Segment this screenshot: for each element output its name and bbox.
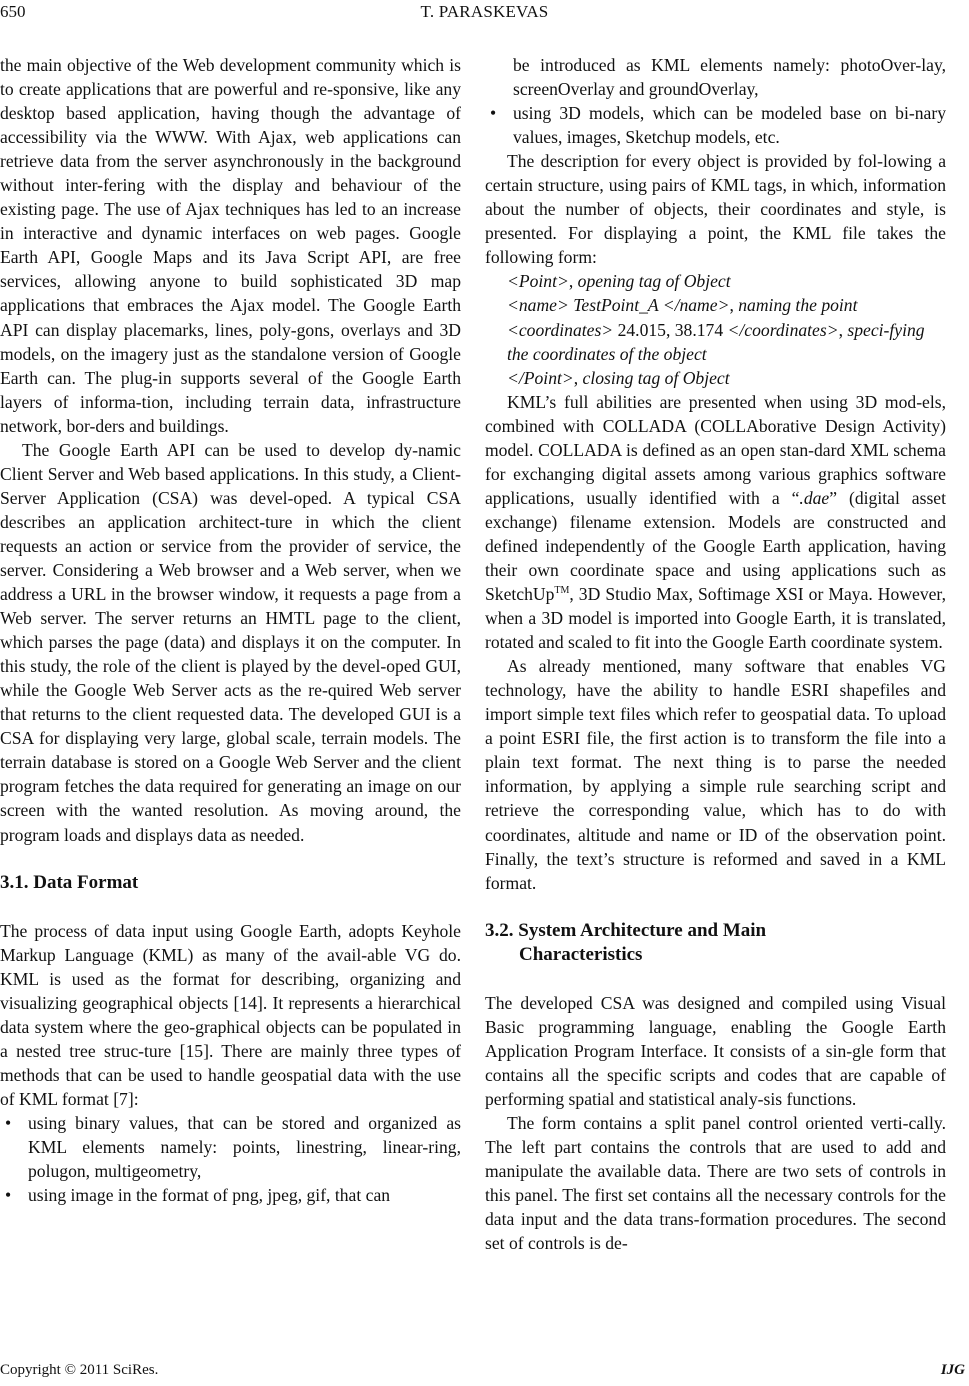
kml-comment: speci-fying the coordinates of the object (507, 319, 925, 364)
kml-comment: closing tag of Object (582, 367, 730, 388)
kml-tag: <coordinates> (507, 319, 614, 340)
bullet-icon: • (490, 103, 497, 124)
bullet-list (0, 1111, 461, 1207)
running-head: T. PARASKEVAS (420, 2, 549, 21)
list-item (0, 1183, 461, 1207)
separator: , (568, 271, 578, 292)
paragraph-text: KML’s full abilities are presented when using 3D mod-els, combined with COLLADA (COLLAborative Design Activity) model. COLLADA is defined as an open stan-dard XML schema for exchanging digital assets among various graphics software applications, usually identified with a “ (485, 391, 946, 508)
kml-line (507, 318, 946, 366)
paragraph: the main objective of the Web development community which is to create applications that are powerful and re-sponsive, like any desktop based application, having though the advantage of accessibility via the WWW. With Ajax, web applications can retrieve data from the server asynchronously in the background without inter-fering with the display and behaviour of the existing page. The use of Ajax techniques has led to an increase in interactive and dynamic interfaces on web pages. Google Earth API, Google Maps and its Java Script API, are free services, allowing anyone to build sophisticated 3D map applications that embraces the Ajax model. The Google Earth API can display placemarks, lines, poly-gons, overlays and 3D models, on the imagery just as the standalone version of Google Earth can. The plug-in supports several of the Google Earth layers of informa-tion, including terrain data, infrastructure network, bor-ders and buildings. (0, 55, 461, 436)
paragraph: The developed CSA was designed and compiled using Visual Basic programming language, enabling the Google Earth Application Program Interface. It consists of a sin-gle form that contains all the specific scripts and codes that are capable of performing spatial and statistical analy-sis functions. (485, 992, 946, 1109)
paragraph: As already mentioned, many software that enables VG technology, have the ability to handle ESRI shapefiles and import simple text files which refer to geospatial data. To upload a point ESRI file, the first action is to transform the file into a plain text format. The next thing is to parse the needed information, by applying a simple rule searching script and retrieve the corresponding value, which has to do with coordinates, altitude and name or ID of the observation point. Finally, the text’s structure is reformed and saved in a KML format. (485, 656, 946, 893)
paragraph (485, 390, 946, 655)
list-item (0, 1111, 461, 1183)
list-item-text: using image in the format of png, jpeg, gif, that can (28, 1185, 391, 1206)
list-item-text: using 3D models, which can be modeled base on bi-nary values, images, Sketchup models, etc. (513, 103, 946, 148)
bullet-list (485, 101, 946, 149)
paragraph: The Google Earth API can be used to develop dy-namic Client Server and Web based applications. In this study, a Client-Server Application (CSA) was devel-oped. A typical CSA describes an application architect-ture in which the client requests an action or service from the provider of service, the server. Considering a Web browser and a Web server, when we address a URL in the browser window, it requests a page from a Web server. The server returns an HMTL page to the client, which parses the page (data) and displays it on the computer. In this study, the role of the client is played by the devel-oped GUI, while the Google Web Server acts as the re-quired Web server that returns to the client requested data. The developed GUI is a CSA for displaying very large, global scale, terrain models. The terrain database is stored on a Google Web Server and the client program fetches the data required for generating an image on our screen with the wanted resolution. As moving around, the program loads and displays data as needed. (0, 439, 461, 845)
separator: , (729, 295, 739, 316)
section-heading-3-2 (485, 919, 946, 967)
bullet-icon: • (5, 1112, 12, 1133)
kml-value: 24.015, 38.174 (613, 319, 728, 340)
kml-example (485, 269, 946, 389)
section-heading-3-1: 3.1. Data Format (0, 871, 139, 893)
section-heading-line: Characteristics (519, 943, 643, 965)
copyright-notice: Copyright © 2011 SciRes. (0, 1362, 159, 1378)
paragraph: The process of data input using Google Earth, adopts Keyhole Markup Language (KML) as many of the avail-able VG do. KML is used as the format for describing, organizing and visualizing geographical objects [14]. It represents a hierarchical data system where the geo-graphical objects can be populated in a nested tree struc-ture [15]. There are mainly three types of methods that can be used to handle geospatial data with the use of KML format [7]: (0, 920, 461, 1109)
list-item-continuation: be introduced as KML elements namely: photoOver-lay, screenOverlay and groundOverlay, (513, 55, 946, 100)
bullet-icon: • (5, 1185, 12, 1206)
kml-comment: naming the point (738, 295, 858, 316)
paragraph: The description for every object is provided by fol-lowing a certain structure, using pairs of KML tags, in which, information about the number of objects, their coordinates and style, is presented. For displaying a point, the KML file takes the following form: (485, 151, 946, 268)
kml-tag: <Point> (507, 271, 569, 292)
kml-line (507, 293, 946, 317)
paragraph-text: ” (digital asset exchange) filename extension. Models are constructed and defined independently of the Google Earth application, having their own coordinate space and using applications such as SketchUp (485, 487, 947, 605)
list-item-text: using binary values, that can be stored and organized as KML elements namely: points, linestring, linear-ring, polugon, multigeometry, (28, 1112, 461, 1182)
separator: , (573, 367, 583, 388)
kml-comment: opening tag of Object (577, 271, 731, 292)
trademark-sup: TM (554, 585, 570, 597)
paragraph: The form contains a split panel control oriented verti-cally. The left part contains the controls that are used to add and manipulate the available data. There are two sets of controls in this panel. The first set contains all the necessary controls for the data input and the data trans-formation procedures. The second set of controls is de- (485, 1112, 946, 1254)
kml-line (507, 366, 946, 390)
left-column (0, 53, 461, 1207)
separator: , (838, 319, 848, 340)
file-extension: .dae (799, 487, 830, 508)
section-heading-line: 3.2. System Architecture and Main (485, 919, 767, 941)
right-column (485, 53, 946, 1255)
journal-abbreviation: IJG (940, 1362, 965, 1378)
kml-line (507, 269, 946, 293)
kml-tag: <name> TestPoint_A </name> (507, 295, 730, 316)
kml-tag: </coordinates> (727, 319, 839, 340)
page-number: 650 (0, 2, 26, 21)
paragraph-text: , 3D Studio Max, Softimage XSI or Maya. However, when a 3D model is imported into Google Earth, it is translated, rotated and scaled to fit into the Google Earth coordinate system. (485, 584, 946, 653)
kml-tag: </Point> (507, 367, 574, 388)
list-item (485, 101, 946, 149)
